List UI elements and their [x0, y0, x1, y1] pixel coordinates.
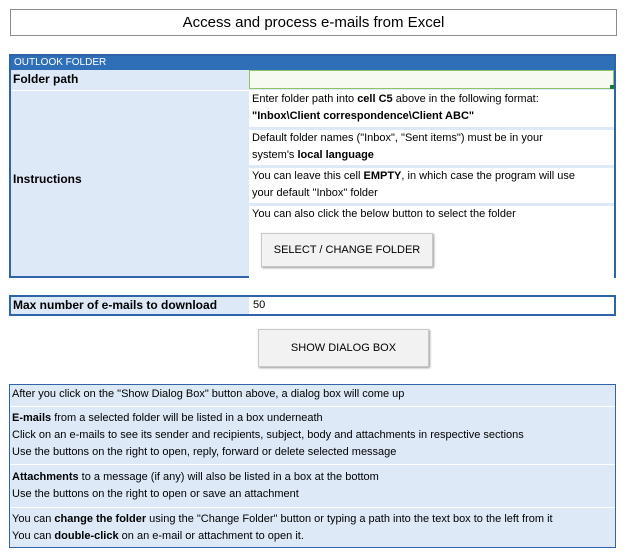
info-separator [10, 507, 615, 508]
instr4-text: You can also click the below button to select the folder [252, 208, 516, 220]
instr2-bold: local language [297, 149, 374, 161]
info-block-3 [10, 469, 615, 503]
info-line-2 [12, 410, 613, 427]
info-line-2-text: from a selected folder will be listed in a box underneath [51, 412, 323, 424]
info-panel [9, 384, 616, 548]
info-line-5-text: to a message (if any) will also be listed in a box at the bottom [78, 471, 379, 483]
info-block-4 [10, 511, 615, 545]
info-line-4: Use the buttons on the right to open, reply, forward or delete selected message [12, 446, 397, 458]
max-emails-input[interactable]: 50 [253, 299, 266, 311]
page-title [10, 9, 617, 36]
instr3-text-end: , in which case the program will use [401, 170, 576, 182]
info-line-7 [12, 511, 613, 528]
info-line-7-bold: change the folder [54, 513, 147, 525]
info-line-7-text-end: using the "Change Folder" button or typing a path into the text box to the left from it [146, 513, 553, 525]
instr1-text-end: above in the following format: [392, 93, 539, 105]
info-line-6: Use the buttons on the right to open or save an attachment [12, 488, 299, 500]
select-change-folder-label: SELECT / CHANGE FOLDER [273, 243, 421, 256]
cell-fill-handle[interactable] [610, 85, 614, 89]
instr2-text: Default folder names ("Inbox", "Sent items") must be in your [252, 132, 543, 144]
info-line-3: Click on an e-mails to see its sender and recipients, subject, body and attachments in respective sections [12, 429, 524, 441]
instruction-select [249, 206, 614, 280]
instr1-bold: cell C5 [357, 93, 393, 105]
instr1-example-path: "Inbox\Client correspondence\Client ABC" [252, 110, 475, 122]
info-separator [10, 464, 615, 465]
info-block-2 [10, 410, 615, 461]
info-line-8 [12, 528, 613, 545]
info-line-8-text-end: on an e-mail or attachment to open it. [118, 530, 304, 542]
info-line-1: After you click on the "Show Dialog Box" button above, a dialog box will come up [12, 388, 405, 400]
instr3-bold: EMPTY [363, 170, 402, 182]
info-line-8-bold: double-click [54, 530, 119, 542]
folder-path-label: Folder path [13, 72, 79, 86]
info-line-2-bold: E-mails [12, 412, 52, 424]
show-dialog-box-label: SHOW DIALOG BOX [290, 342, 397, 354]
instruction-cell-reference [249, 91, 614, 127]
max-emails-label: Max number of e-mails to download [11, 297, 249, 314]
outlook-folder-header: OUTLOOK FOLDER [11, 56, 614, 70]
info-block-1 [10, 386, 615, 403]
show-dialog-box-button[interactable] [258, 329, 429, 367]
info-separator [10, 406, 615, 407]
select-change-folder-button[interactable] [261, 233, 433, 267]
instr3-text: You can leave this cell [252, 170, 364, 182]
folder-path-row [11, 70, 614, 91]
instr2-text-b: system's [252, 149, 298, 161]
info-line-7-text: You can [12, 513, 55, 525]
instr1-text: Enter folder path into [252, 93, 358, 105]
page-title-text: Access and process e-mails from Excel [182, 14, 445, 31]
instructions-column [249, 91, 614, 276]
instruction-empty [249, 168, 614, 203]
info-line-8-text: You can [12, 530, 55, 542]
info-line-5 [12, 469, 613, 486]
info-line-5-bold: Attachments [12, 471, 79, 483]
outlook-folder-panel [9, 54, 616, 278]
instr3-text-line2: your default "Inbox" folder [252, 187, 378, 199]
instructions-label: Instructions [13, 172, 82, 186]
instruction-language [249, 130, 614, 165]
max-emails-panel [9, 295, 616, 316]
folder-path-input[interactable] [249, 70, 614, 89]
